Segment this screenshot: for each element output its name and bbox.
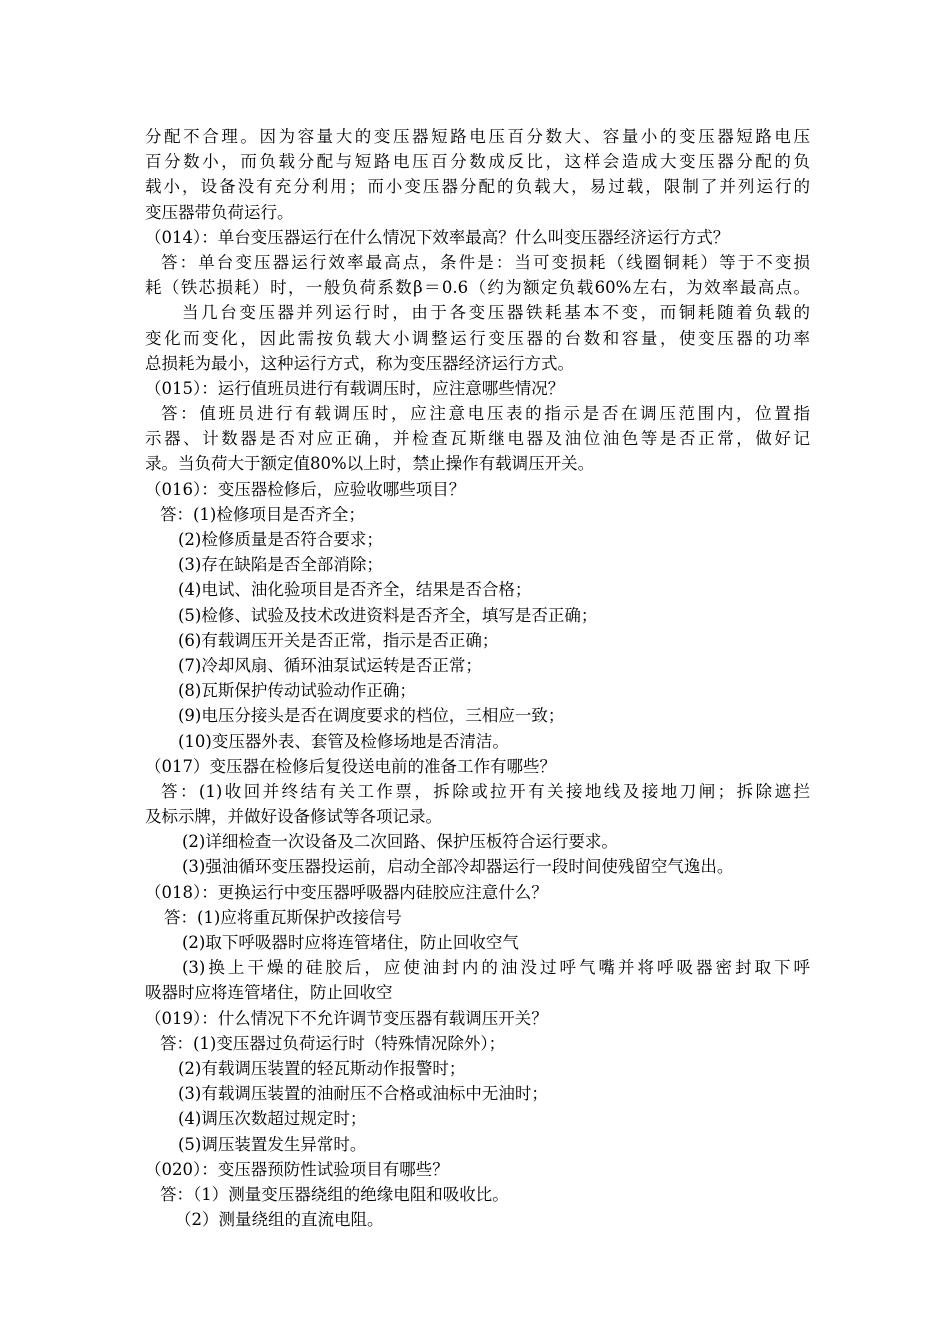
text-line: (5)检修、试验及技术改进资料是否齐全，填写是否正确；	[178, 605, 598, 625]
text-line: (8)瓦斯保护传动试验动作正确；	[178, 681, 416, 701]
text-line: 总损耗为最小，这种运行方式，称为变压器经济运行方式。	[145, 353, 574, 373]
text-line: (10)变压器外表、套管及检修场地是否清洁。	[178, 731, 509, 751]
text-line: 当几台变压器并列运行时，由于各变压器铁耗基本不变，而铜耗随着负载的	[182, 303, 810, 323]
text-line: 答：单台变压器运行效率最高点，条件是：当可变损耗（线圈铜耗）等于不变损	[161, 252, 810, 272]
text-line: (2)详细检查一次设备及二次回路、保护压板符合运行要求。	[182, 832, 618, 852]
text-line: (7)冷却风扇、循环油泵试运转是否正常；	[178, 655, 482, 675]
text-line: 录。当负荷大于额定值80%以上时，禁止操作有载调压开关。	[145, 454, 595, 474]
text-line: (4)电试、油化验项目是否齐全，结果是否合格；	[178, 580, 532, 600]
text-line: 载小，设备没有充分利用；而小变压器分配的负载大，易过载，限制了并列运行的	[145, 177, 810, 197]
text-line: （020）：变压器预防性试验项目有哪些？	[145, 1159, 449, 1179]
text-line: （017）变压器在检修后复役送电前的准备工作有哪些？	[145, 756, 556, 776]
text-line: 分配不合理。因为容量大的变压器短路电压百分数大、容量小的变压器短路电压	[145, 127, 810, 146]
text-line: （015）：运行值班员进行有载调压时，应注意哪些情况？	[145, 378, 565, 398]
text-line: 答：(1)应将重瓦斯保护改接信号	[164, 907, 402, 927]
text-line: (3)强油循环变压器投运前，启动全部冷却器运行一段时间使残留空气逸出。	[182, 857, 734, 877]
text-line: 变压器带负荷运行。	[145, 202, 294, 222]
text-line: 答：（1）测量变压器绕组的绝缘电阻和吸收比。	[160, 1184, 509, 1204]
text-line: 示器、计数器是否对应正确，并检查瓦斯继电器及油位油色等是否正常，做好记	[145, 429, 810, 449]
text-line: （016）：变压器检修后，应验收哪些项目？	[145, 479, 466, 499]
text-line: (2)有载调压装置的轻瓦斯动作报警时；	[178, 1058, 466, 1078]
text-line: （014）：单台变压器运行在什么情况下效率最高？什么叫变压器经济运行方式？	[145, 227, 730, 247]
text-line: (2)检修质量是否符合要求；	[178, 530, 383, 549]
text-line: 答：值班员进行有载调压时，应注意电压表的指示是否在调压范围内，位置指	[161, 404, 810, 424]
text-line: 答：(1)变压器过负荷运行时（特殊情况除外）；	[160, 1033, 506, 1053]
text-line: (3)存在缺陷是否全部消除；	[178, 555, 383, 575]
text-line: 吸器时应将连管堵住，防止回收空	[145, 983, 393, 1003]
text-line: 百分数小，而负载分配与短路电压百分数成反比，这样会造成大变压器分配的负	[145, 152, 810, 172]
text-line: (5)调压装置发生异常时。	[178, 1134, 367, 1154]
text-line: (9)电压分接头是否在调度要求的档位，三相应一致；	[178, 706, 565, 726]
text-line: (3)有载调压装置的油耐压不合格或油标中无油时；	[178, 1084, 548, 1104]
text-line: (6)有载调压开关是否正常，指示是否正确；	[178, 630, 499, 650]
text-line: 变化而变化，因此需按负载大小调整运行变压器的台数和容量，使变压器的功率	[145, 328, 810, 348]
document-body	[145, 124, 810, 1232]
text-line: 及标示牌，并做好设备修试等各项记录。	[145, 807, 442, 827]
text-line: （019）：什么情况下不允许调节变压器有载调压开关？	[145, 1008, 548, 1028]
text-line: (2)取下呼吸器时应将连管堵住，防止回收空气	[182, 933, 519, 952]
text-line: 答：(1)检修项目是否齐全；	[160, 504, 365, 524]
text-line: 答：(1)收回并终结有关工作票，拆除或拉开有关接地线及接地刀闸；拆除遮拦	[161, 781, 810, 801]
text-line: (3)换上干燥的硅胶后，应使油封内的油没过呼气嘴并将呼吸器密封取下呼	[182, 958, 810, 978]
text-line: 耗（铁芯损耗）时，一般负荷系数β＝0.6（约为额定负载60%左右，为效率最高点。	[145, 278, 810, 298]
text-line: （018）：更换运行中变压器呼吸器内硅胶应注意什么？	[145, 882, 548, 902]
text-line: （2）测量绕组的直流电阻。	[175, 1210, 384, 1230]
text-line: (4)调压次数超过规定时；	[178, 1109, 367, 1129]
